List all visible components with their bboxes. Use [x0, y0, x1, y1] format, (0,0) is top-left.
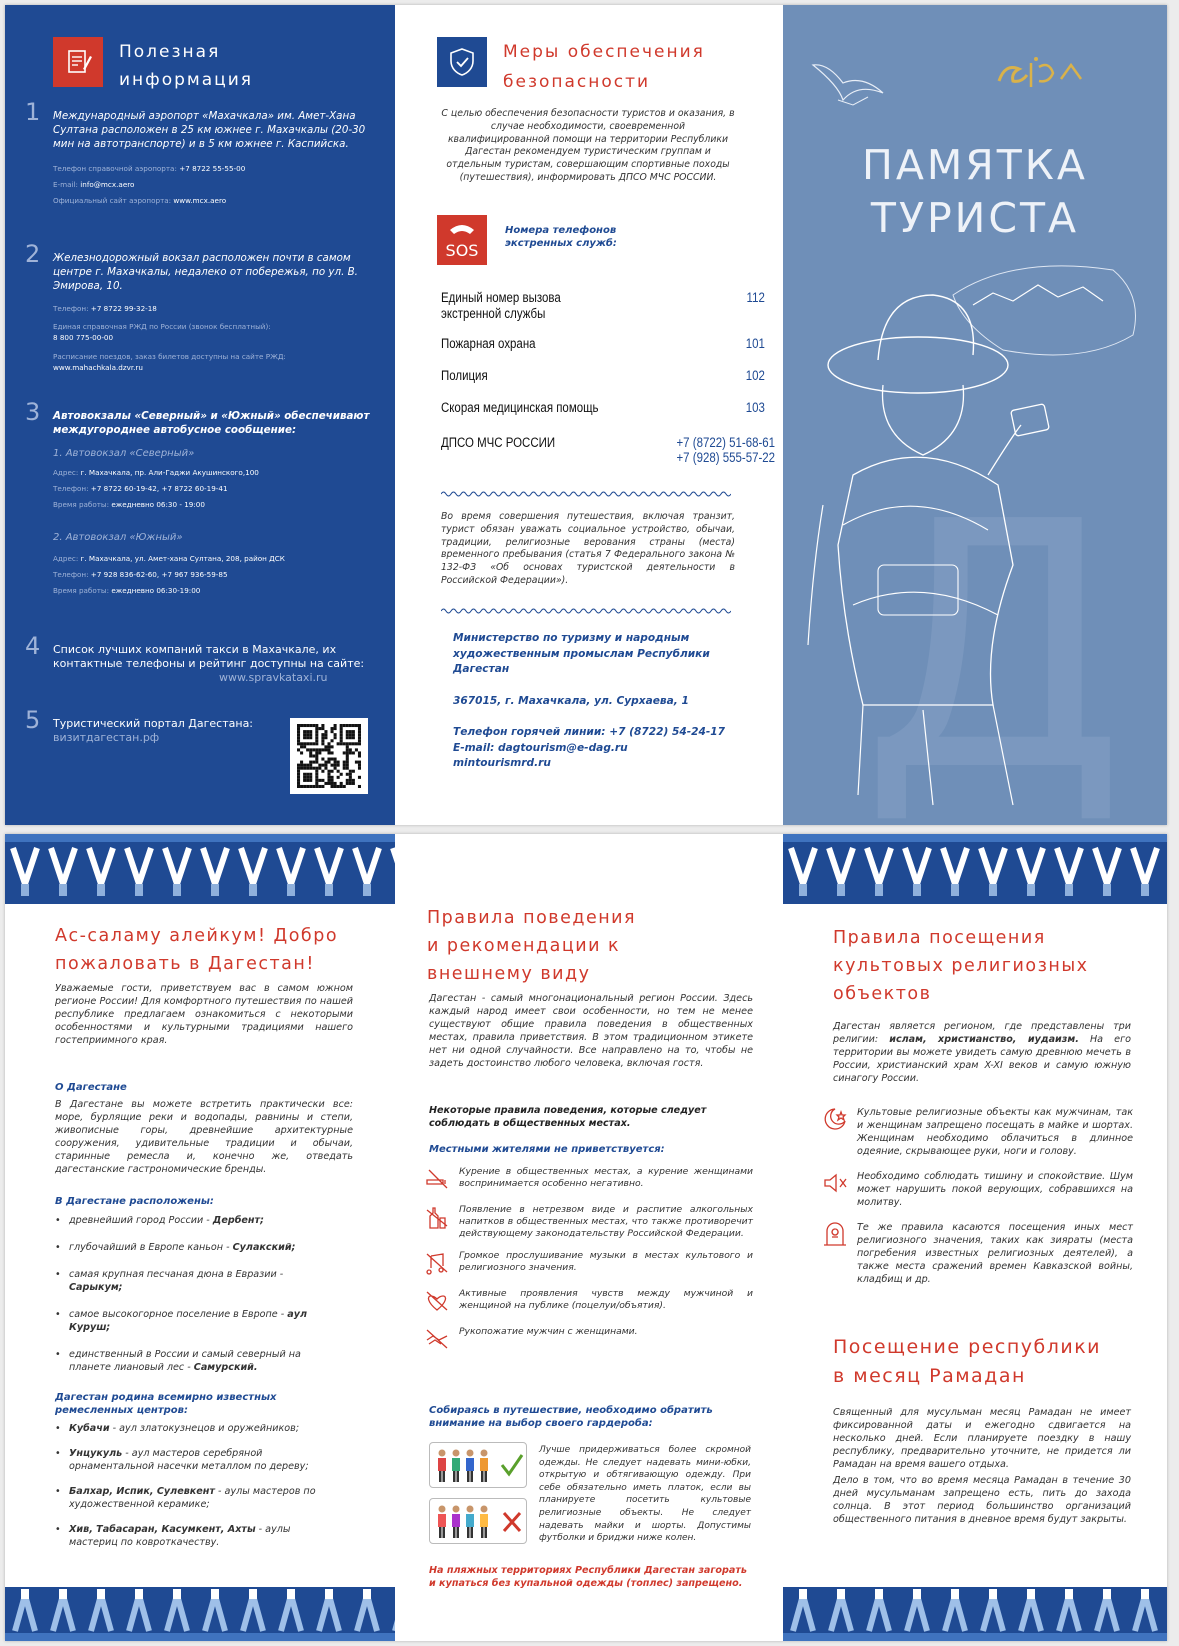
bullet-icon: •	[55, 1423, 61, 1434]
security-intro: С целью обеспечения безопасности туристов и оказания, в случае необходимости, своевременной квалифицированной помощи на территории Республики Дагестан рекомендуем туристическим группам и отдельным туристам, совершающим спортивные походы (путешествия), информировать ДПСО МЧС РОССИИ.	[441, 108, 735, 183]
ornament-band	[5, 834, 395, 904]
bullet-icon: •	[55, 1486, 61, 1497]
rule-text: Рукопожатие мужчин с женщинами.	[459, 1326, 638, 1337]
ministry-contacts: Министерство по туризму и народным художественным промыслам Республики Дагестан 367015, г. Махачкала, ул. Сурхаева, 1 Телефон горячей линии: +7 (8722) 54-24-17 E-mail: dagtourism@e-dag.ru mintourismrd.ru	[453, 632, 726, 769]
info-railway: 2 Железнодорожный вокзал расположен почти в самом центре г. Махачкалы, недалеко от побережья, по ул. В. Эмирова, 10. Телефон: +7 8722 99-32-18 Единая справочная РЖД по России (звонок бесплатный): 8 800 775-00-00 Расписание поездов, заказ билетов доступны на сайте РЖД: www.mahachkala.dzvr.ru	[25, 240, 358, 372]
bullet-icon: •	[55, 1269, 61, 1280]
phone-row	[441, 336, 775, 352]
list-item: • древнейший город России - Дербент;	[55, 1215, 264, 1226]
religion-item	[821, 1221, 1133, 1286]
sos-phone-icon	[437, 215, 487, 265]
phones-label: Номера телефонов экстренных служб:	[505, 225, 617, 249]
about-heading: О Дагестане	[55, 1082, 127, 1093]
prohibited-icon	[423, 1326, 451, 1352]
list-item: • самая крупная песчаная дюна в Евразии - Сарыкум;	[55, 1269, 284, 1293]
crescent-star-icon	[821, 1106, 849, 1134]
beach-rule: На пляжных территориях Республики Дагестан загорать и купаться без купальной одежды (топлес) запрещено.	[429, 1565, 747, 1589]
not-welcome-heading: Местными жителями не приветствуется:	[429, 1144, 665, 1155]
list-item: • самое высокогорное поселение в Европе - аул Куруш;	[55, 1309, 308, 1333]
portal-link[interactable]: визитдагестан.рф	[53, 731, 160, 744]
svg-text:SOS: SOS	[445, 241, 479, 260]
list-item: • глубочайший в Европе каньон - Сулакский;	[55, 1242, 296, 1253]
prohibited-icon	[423, 1250, 451, 1276]
taxi-link[interactable]: www.spravkataxi.ru	[219, 671, 328, 684]
tombstone-icon	[821, 1221, 849, 1249]
brochure-inside	[5, 834, 1167, 1641]
dpso-row: ДПСО МЧС РОССИИ +7 (8722) 51-68-61 +7 (928) 555-57-22	[441, 435, 776, 465]
list-item: • Кубачи - аул златокузнецов и оружейников;	[55, 1423, 300, 1434]
crafts-heading: Дагестан родина всемирно известных ремесленных центров:	[55, 1392, 277, 1416]
about-text: В Дагестане вы можете встретить практически все: море, бурлящие реки и водопады, равнины и степи, живописные горы, древнейшие архитектурные сооружения, удивительные традиции и обычаи, старинные ремесла и, конечно же, отведать дагестанские гастрономические бренды.	[55, 1099, 353, 1175]
rule-text: Появление в нетрезвом виде и распитие алкогольных напитков в общественных местах, что также противоречит действующему законодательству Российской Федерации.	[459, 1204, 753, 1239]
phone-row	[441, 290, 775, 322]
cover-panel	[783, 5, 1167, 825]
law-text: Во время совершения путешествия, включая транзит, турист обязан уважать социальное устройство, обычаи, традиции, религиозные верования страны (места) временного пребывания (статья 7 Федерального закона № 132-ФЗ «Об основах туристской деятельности в Российской Федерации»).	[441, 511, 735, 586]
cover-title: ПАМЯТКА ТУРИСТА	[862, 141, 1088, 242]
prohibited-icon	[423, 1204, 451, 1230]
rule-item	[423, 1326, 753, 1352]
prohibited-icon	[423, 1166, 451, 1192]
wardrobe-heading: Собираясь в путешествие, необходимо обратить внимание на выбор своего гардероба:	[429, 1405, 713, 1429]
list-item: • единственный в России и самый северный на планете лиановый лес - Самурский.	[55, 1349, 301, 1373]
list-item: • Унцукуль - аул мастеров серебряной орнаментальной насечки металлом по дереву;	[55, 1448, 309, 1472]
info-portal: 5 Туристический портал Дагестана: визитдагестан.рф	[27, 717, 377, 745]
religion-text: Необходимо соблюдать тишину и спокойствие. Шум может нарушить покой верующих, собравшихся на молитву.	[857, 1171, 1133, 1208]
bullet-icon: •	[55, 1242, 61, 1253]
rule-item	[423, 1250, 753, 1276]
religion-item	[821, 1106, 1133, 1158]
brochure-outside	[5, 5, 1167, 825]
service-name: Пожарная охрана	[441, 336, 536, 351]
religion-list	[821, 1106, 1133, 1298]
religion-item	[821, 1170, 1133, 1209]
bullet-icon: •	[55, 1309, 61, 1320]
rule-text: Курение в общественных местах, а курение женщинами воспринимается особенно негативно.	[459, 1166, 753, 1189]
ramadan-text-2: Дело в том, что во время месяца Рамадан в течение 30 дней мусульманам запрещено есть, пить до захода солнца. В этот период большинство организаций общественного питания в дневное время будут закрыты.	[833, 1475, 1131, 1525]
wave-divider	[441, 490, 731, 498]
service-name: Полиция	[441, 368, 488, 383]
wardrobe-text: Лучше придерживаться более скромной одежды. Не следует надевать мини-юбки, открытую и обтягивающую одежду. При себе обязательно иметь платок, если вы планируете посетить культовые религиозные объекты. Не следует надевать майки и шорты. Допустимы футболки и бриджи ниже колен.	[539, 1445, 751, 1544]
service-name: Единый номер вызова экстренной службы	[441, 290, 561, 321]
rule-item	[423, 1166, 753, 1192]
security-panel	[395, 5, 783, 825]
useful-info-panel	[5, 5, 395, 825]
bullet-icon: •	[55, 1448, 61, 1459]
rule-text: Громкое прослушивание музыки в местах культового и религиозного значения.	[459, 1250, 753, 1273]
service-number: 112	[746, 290, 765, 305]
welcome-title: Ас-саламу алейкум! Добро пожаловать в Дагестан!	[55, 926, 339, 974]
allowed-clothing-icon	[429, 1442, 527, 1488]
crafts-list	[55, 1422, 335, 1561]
security-title: Меры обеспечения безопасности	[503, 42, 705, 92]
ornament-band	[783, 1587, 1167, 1641]
religion-text: Культовые религиозные объекты как мужчинам, так и женщинам запрещено посещать в майке и шортах. Женщинам необходимо облачиться в длинное одеяние, скрывающее руки, ноги и голову.	[857, 1107, 1133, 1157]
info-bus: 3 Автовокзалы «Северный» и «Южный» обеспечивают междугороднее автобусное сообщение: 1. Автовокзал «Северный» Адрес: г. Махачкала, пр. Али-Гаджи Акушинского,100 Телефон: +7 8722 60-19-42, +7 8722 60-19-41 Время работы: ежедневно 06:30 - 19:00 2. Автовокзал «Южный» Адрес: г. Махачкала, ул. Амет-хана Султана, 208, район ДСК Телефон: +7 928 836-62-60, +7 967 936-59-85 Время работы: ежедневно 06:30-19:00	[25, 398, 370, 595]
ramadan-text-1: Священный для мусульман месяц Рамадан не имеет фиксированной даты и ежегодно сдвигается на несколько дней. Если планируете поездку в нашу республику, предварительно уточните, не придется ли Рамадан на время вашего отдыха.	[833, 1407, 1131, 1470]
rule-item	[423, 1204, 753, 1240]
welcome-intro: Уважаемые гости, приветствуем вас в самом южном регионе России! Для комфортного путешествия по нашей республике предлагаем ознакомиться с некоторыми особенностями и культурными традициями нашего гостеприимного края.	[55, 983, 353, 1046]
bullet-icon: •	[55, 1524, 61, 1535]
service-number: 103	[745, 400, 765, 415]
svg-text:Д: Д	[861, 450, 1127, 825]
logo	[991, 53, 1091, 97]
ramadan-title: Посещение республики в месяц Рамадан	[833, 1336, 1102, 1387]
rules-list	[423, 1166, 753, 1364]
service-number: 101	[745, 336, 765, 351]
ornament-band	[5, 1587, 395, 1641]
phone-row	[441, 400, 775, 416]
religion-title: Правила посещения культовых религиозных объектов	[833, 928, 1089, 1004]
ornament-band	[783, 834, 1167, 904]
rule-text: Активные проявления чувств между мужчиной и женщиной на публике (поцелуи/объятия).	[459, 1288, 753, 1311]
wave-divider	[441, 607, 731, 615]
service-number: 102	[745, 368, 765, 383]
phone-list	[441, 290, 775, 432]
rules-title: Правила поведения и рекомендации к внешнему виду	[427, 908, 637, 984]
info-taxi: 4 Список лучших компаний такси в Махачкале, их контактные телефоны и рейтинг доступны на сайте: www.spravkataxi.ru	[25, 632, 365, 684]
bullet-icon: •	[55, 1215, 61, 1226]
useful-title: Полезная информация	[119, 42, 253, 90]
document-icon	[53, 37, 103, 87]
religion-intro: Дагестан является регионом, где представлены три религии: ислам, христианство, иудаизм. На его территории вы можете увидеть самую древнюю мечеть в России, христианский храм X-XI веков и самую южную синагогу России.	[833, 1021, 1131, 1084]
shield-icon	[437, 37, 487, 87]
mute-icon	[821, 1170, 849, 1198]
prohibited-icon	[423, 1288, 451, 1314]
qr-code	[290, 718, 368, 794]
rule-item	[423, 1288, 753, 1314]
locations-list	[55, 1214, 335, 1388]
locations-heading: В Дагестане расположены:	[55, 1196, 214, 1207]
phone-row	[441, 368, 775, 384]
service-name: Скорая медицинская помощь	[441, 400, 599, 415]
list-item: • Хив, Табасаран, Касумкент, Ахты - аулы мастериц по ковроткачеству.	[55, 1524, 291, 1548]
info-airport: 1 Международный аэропорт «Махачкала» им. Амет-Хана Султана расположен в 25 км южнее г. Махачкалы (20-30 мин на автотранспорте) и в 5 км южнее г. Каспийска. Телефон справочной аэропорта: +7 8722 55-55-00 E-mail: info@mcx.aero Официальный сайт аэропорта: www.mcx.aero	[25, 98, 366, 205]
rules-intro: Дагестан - самый многонациональный регион России. Здесь каждый народ имеет свои особенности, но тем не менее существуют общие правила поведения в общественных местах, правила приветствия. В этом традиционном этикете нет ни одной случайности. Все направлено на то, чтобы не задеть достоинство любого человека, включая гостя.	[429, 993, 753, 1069]
bullet-icon: •	[55, 1349, 61, 1360]
religion-text: Те же правила касаются посещения иных мест религиозного значения, таких как зияраты (места погребения известных религиозных деятелей), а также места сражений времен Кавказской войны, кладбищ и др.	[857, 1222, 1133, 1285]
list-item: • Балхар, Испик, Сулевкент - аулы мастеров по художественной керамике;	[55, 1486, 316, 1510]
forbidden-clothing-icon	[429, 1498, 527, 1544]
rules-some: Некоторые правила поведения, которые следует соблюдать в общественных местах.	[429, 1105, 707, 1129]
tourist-illustration	[783, 5, 1167, 825]
